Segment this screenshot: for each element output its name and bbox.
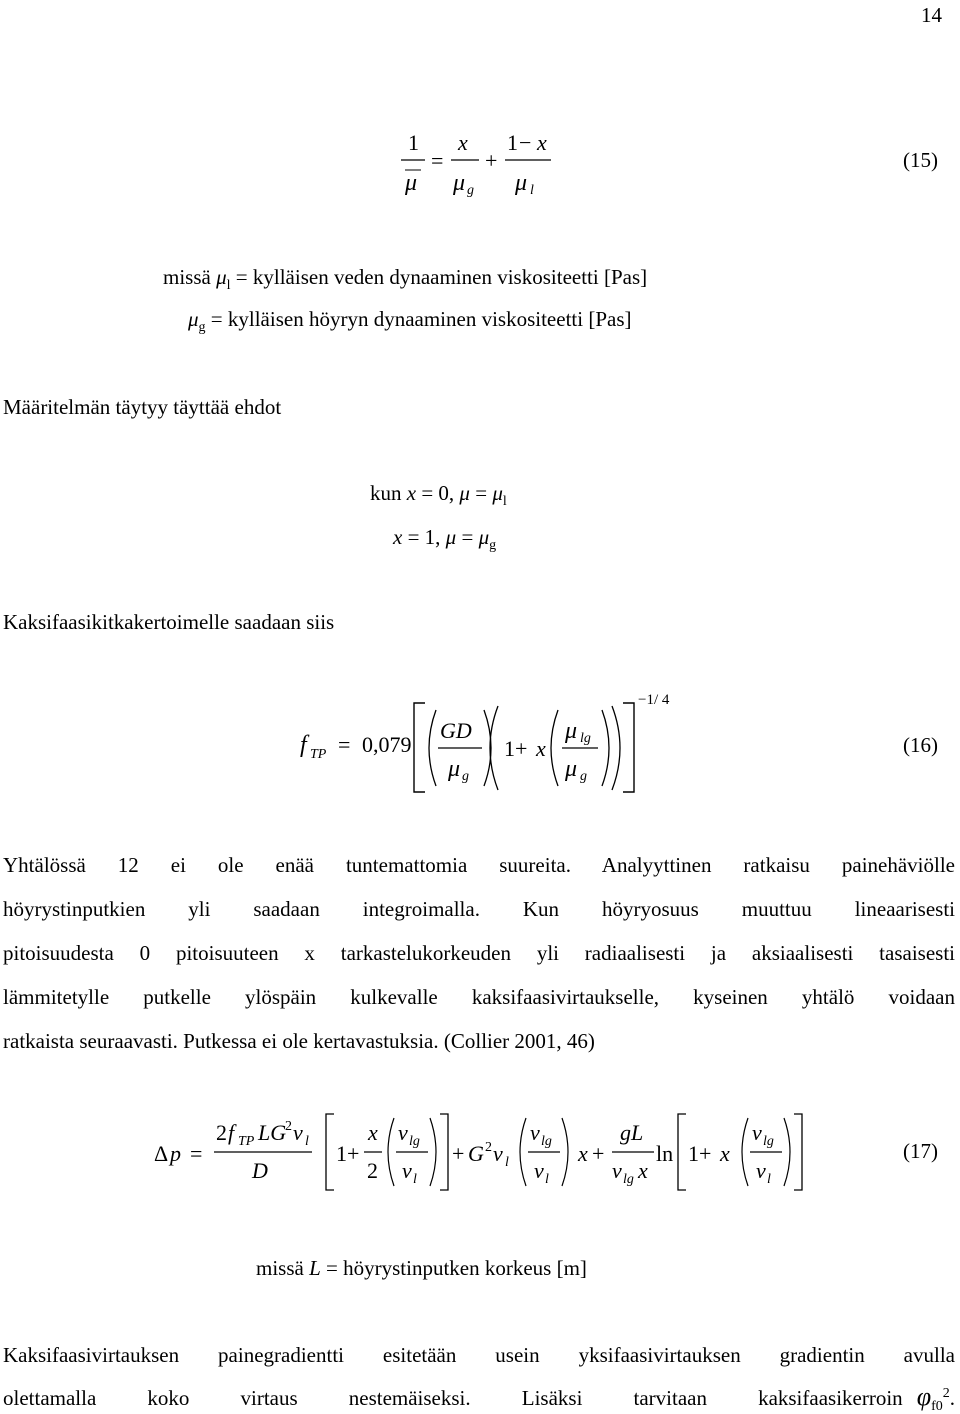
svg-text:+: + — [592, 1141, 605, 1166]
svg-text:1+: 1+ — [336, 1141, 360, 1166]
svg-text:l: l — [545, 1172, 549, 1187]
svg-text:=: = — [431, 148, 444, 173]
svg-text:G: G — [468, 1141, 484, 1166]
variable-x: x — [406, 481, 417, 505]
final-line-2-text: olettamalla koko virtaus nestemäiseksi. Lisäksi tarvitaan kaksifaasikerroin — [3, 1386, 903, 1410]
svg-text:0,079: 0,079 — [362, 732, 412, 757]
where-definition-2: = kylläisen höyryn dynaaminen viskositeetti [Pas] — [210, 307, 632, 331]
variable-x: x — [393, 525, 403, 549]
svg-text:−: − — [519, 130, 532, 155]
where-definition-L: = höyrystinputken korkeus [m] — [326, 1256, 587, 1280]
condition-value: = 0, — [421, 481, 455, 505]
equation-16 — [290, 688, 680, 800]
equals-sign: = — [475, 481, 488, 505]
condition-value: = 1, — [407, 525, 441, 549]
equation-17 — [150, 1108, 815, 1198]
svg-text:x: x — [458, 130, 468, 155]
svg-text:f: f — [228, 1120, 235, 1145]
variable-mu: μ — [459, 481, 470, 505]
svg-text:μ: μ — [448, 756, 461, 782]
svg-text:1: 1 — [507, 130, 518, 155]
svg-text:v: v — [534, 1158, 544, 1183]
svg-text:TP: TP — [238, 1134, 255, 1149]
phi-symbol: φ — [916, 1382, 932, 1411]
svg-text:x: x — [368, 1120, 378, 1145]
svg-text:l: l — [505, 1155, 509, 1170]
mu-symbol: μ — [216, 265, 227, 289]
svg-text:p: p — [170, 1141, 181, 1166]
condition-2 — [393, 524, 497, 554]
where-definition-1: = kylläisen veden dynaaminen viskositeetti [Pas] — [235, 265, 648, 289]
svg-text:D: D — [252, 1158, 268, 1183]
variable-mu-g: μ — [478, 525, 490, 549]
svg-text:μ: μ — [565, 756, 578, 782]
svg-text:x: x — [720, 1141, 730, 1166]
svg-text:x: x — [578, 1141, 588, 1166]
equation-17-number: (17) — [903, 1139, 938, 1163]
phi-term — [916, 1382, 955, 1414]
svg-text:lg: lg — [409, 1134, 420, 1149]
svg-text:lg: lg — [623, 1172, 634, 1187]
paragraph-line-1: Yhtälössä 12 ei ole enää tuntemattomia suureita. Analyyttinen ratkaisu painehäviölle — [3, 853, 955, 877]
where-line-L — [256, 1255, 587, 1281]
equation-16-number: (16) — [903, 733, 938, 757]
subscript-l: l — [502, 494, 507, 510]
condition-1 — [370, 480, 507, 510]
friction-intro: Kaksifaasikitkakertoimelle saadaan siis — [3, 610, 335, 634]
svg-text:v: v — [612, 1158, 622, 1183]
svg-text:+: + — [452, 1141, 465, 1166]
final-line-1: Kaksifaasivirtauksen painegradientti esitetään usein yksifaasivirtauksen gradientin avulla — [3, 1343, 955, 1367]
svg-text:lg: lg — [763, 1134, 774, 1149]
variable-mu-l: μ — [492, 481, 503, 505]
svg-text:LG: LG — [258, 1120, 287, 1145]
svg-text:l: l — [530, 183, 534, 198]
svg-text:l: l — [305, 1134, 309, 1149]
svg-text:v: v — [530, 1120, 540, 1145]
where-line-2 — [188, 306, 632, 336]
svg-text:f: f — [300, 732, 307, 758]
svg-text:−1/ 4: −1/ 4 — [638, 692, 670, 708]
svg-text:g: g — [462, 769, 469, 784]
svg-text:ln: ln — [656, 1141, 674, 1166]
svg-text:+: + — [485, 148, 498, 173]
svg-text:2: 2 — [367, 1158, 378, 1183]
period: . — [949, 1386, 955, 1410]
svg-text:l: l — [413, 1172, 417, 1187]
svg-text:gL: gL — [620, 1120, 644, 1145]
where-line-1 — [163, 264, 648, 294]
svg-text:Δ: Δ — [154, 1141, 169, 1166]
svg-text:μ: μ — [515, 170, 528, 196]
svg-text:GD: GD — [440, 718, 472, 743]
svg-text:μ: μ — [405, 170, 418, 196]
paragraph-line-2: höyrystinputkien yli saadaan integroimalla. Kun höyryosuus muuttuu lineaarisesti — [3, 897, 955, 921]
svg-text:v: v — [756, 1158, 766, 1183]
paragraph-line-5: ratkaista seuraavasti. Putkessa ei ole kertavastuksia. (Collier 2001, 46) — [3, 1029, 595, 1053]
svg-text:l: l — [767, 1172, 771, 1187]
svg-text:v: v — [752, 1120, 762, 1145]
svg-text:v: v — [493, 1141, 503, 1166]
svg-text:g: g — [580, 769, 587, 784]
variable-L: L — [309, 1256, 321, 1280]
final-line-2 — [3, 1382, 955, 1414]
svg-text:μ: μ — [453, 170, 466, 196]
paragraph-line-4: lämmitetylle putkelle ylöspäin kulkevalle kaksifaasivirtaukselle, kyseinen yhtälö voidaan — [3, 985, 955, 1009]
svg-text:v: v — [402, 1158, 412, 1183]
svg-text:lg: lg — [541, 1134, 552, 1149]
svg-text:1+: 1+ — [504, 736, 528, 761]
svg-text:=: = — [190, 1141, 203, 1166]
equals-sign: = — [461, 525, 474, 549]
svg-text:x: x — [537, 130, 547, 155]
svg-text:v: v — [398, 1120, 408, 1145]
svg-text:g: g — [467, 183, 474, 198]
svg-text:2: 2 — [485, 1140, 492, 1155]
mu-subscript: l — [226, 278, 231, 294]
equation-15 — [395, 128, 565, 198]
svg-text:2: 2 — [216, 1120, 227, 1145]
paragraph-line-3: pitoisuudesta 0 pitoisuuteen x tarkastelukorkeuden yli radiaalisesti ja aksiaalisesti tasaisesti — [3, 941, 955, 965]
equation-15-number: (15) — [903, 148, 938, 172]
svg-text:v: v — [293, 1120, 303, 1145]
variable-mu: μ — [445, 525, 457, 549]
phi-superscript: 2 — [942, 1386, 950, 1401]
svg-text:TP: TP — [310, 747, 327, 762]
mu-symbol: μ — [188, 307, 199, 331]
phi-subscript: f0 — [931, 1399, 943, 1414]
svg-text:μ: μ — [565, 718, 578, 744]
mu-subscript: g — [198, 320, 206, 336]
svg-text:2: 2 — [285, 1119, 292, 1134]
svg-text:x: x — [638, 1158, 648, 1183]
svg-text:1: 1 — [408, 130, 419, 155]
where-prefix: missä — [256, 1256, 304, 1280]
condition-word: kun — [370, 481, 402, 505]
where-prefix: missä — [163, 265, 211, 289]
conditions-intro: Määritelmän täytyy täyttää ehdot — [3, 395, 282, 419]
subscript-g: g — [489, 538, 497, 554]
svg-text:x: x — [536, 736, 546, 761]
svg-text:1+: 1+ — [688, 1141, 712, 1166]
page-number: 14 — [921, 3, 942, 27]
svg-text:=: = — [338, 732, 351, 757]
svg-text:lg: lg — [580, 731, 591, 746]
